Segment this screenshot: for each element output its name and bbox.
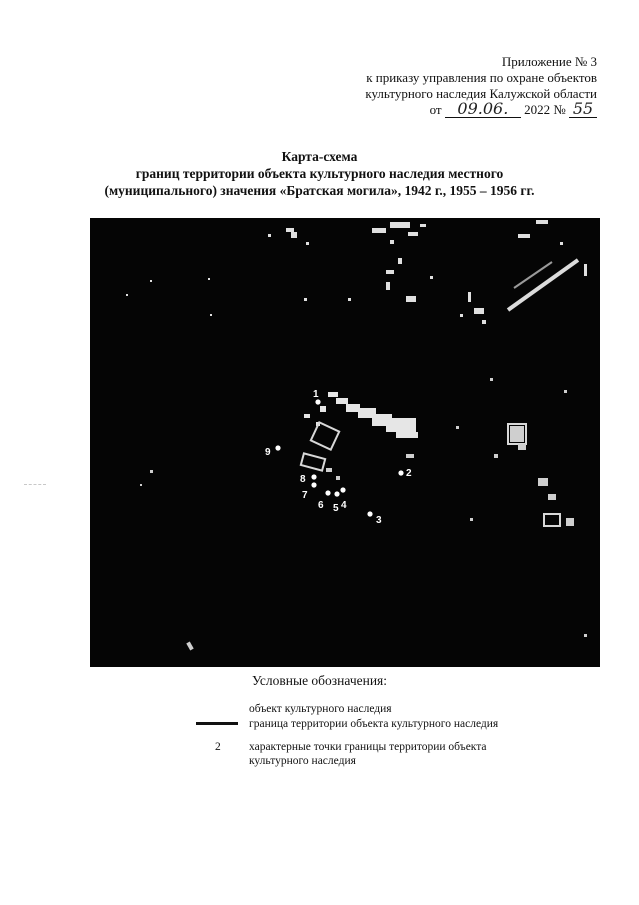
legend-boundary-line-sample [196, 722, 238, 725]
document-title [0, 148, 639, 199]
title-line-2: границ территории объекта культурного наследия местного [135, 166, 504, 181]
appendix-order-ref: к приказу управления по охране объектов [366, 70, 597, 85]
legend-point-label-1: характерные точки границы территории объекта [249, 741, 487, 753]
appendix-date-row [365, 99, 597, 118]
year-label: 2022 № [524, 102, 566, 117]
point-label-2: 2 [406, 468, 412, 479]
legend-point-sample: 2 [215, 741, 221, 753]
legend-title: Условные обозначения: [251, 673, 388, 688]
point-label-4: 4 [341, 500, 347, 511]
satellite-map [90, 218, 600, 667]
legend-object-label: объект культурного наследия [249, 703, 392, 715]
legend-point-label-2: культурного наследия [249, 755, 356, 767]
title-line-1: Карта-схема [281, 149, 358, 164]
point-label-9: 9 [265, 447, 271, 458]
appendix-authority: культурного наследия Калужской области [365, 86, 597, 101]
handwritten-number: 55 [572, 99, 594, 118]
scan-mark [24, 484, 46, 486]
point-label-6: 6 [318, 500, 324, 511]
point-label-8: 8 [300, 474, 306, 485]
appendix-header [365, 54, 597, 118]
point-label-7: 7 [302, 490, 308, 501]
legend-boundary-label: граница территории объекта культурного наследия [249, 718, 499, 730]
map-scheme [90, 218, 600, 667]
date-prefix: от [429, 102, 442, 117]
point-label-1: 1 [313, 389, 319, 400]
point-label-3: 3 [376, 515, 382, 526]
appendix-number: Приложение № 3 [501, 54, 597, 69]
handwritten-date: 09.06. [457, 99, 509, 118]
point-label-5: 5 [333, 503, 339, 514]
title-line-3: (муниципального) значения «Братская могила», 1942 г., 1955 – 1956 гг. [104, 183, 535, 198]
